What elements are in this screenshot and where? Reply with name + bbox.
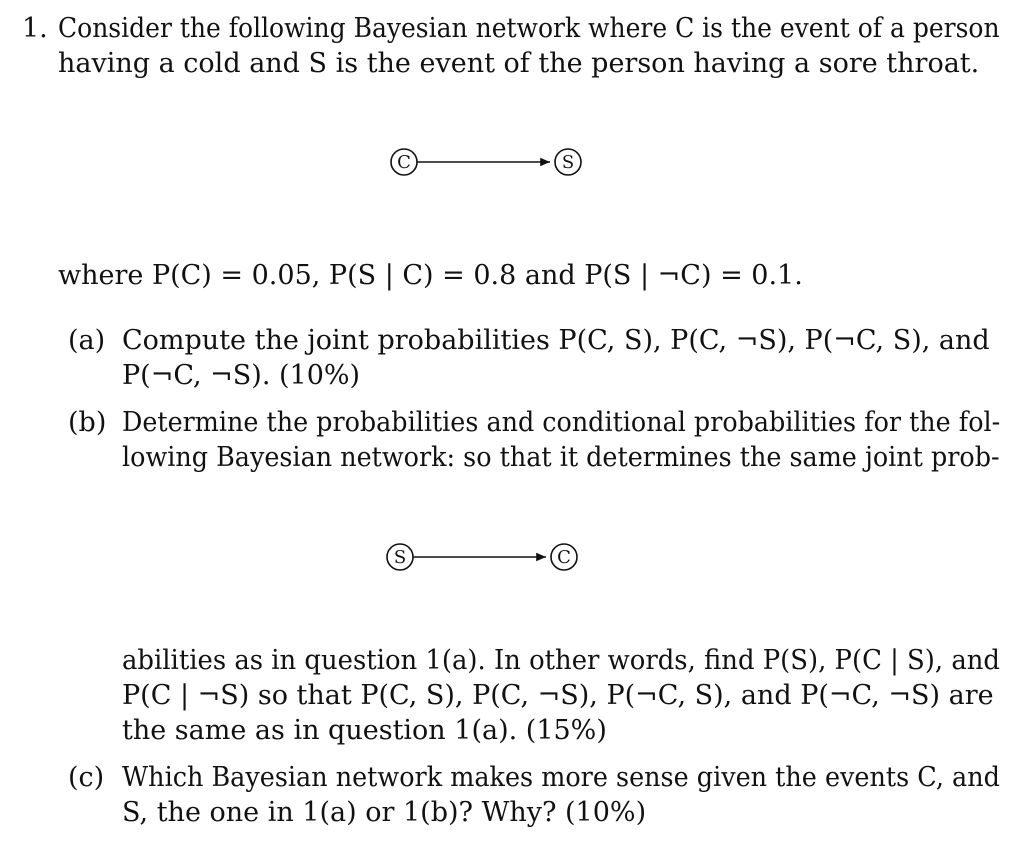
part-b-tag: (b) [68,407,107,438]
part-b-line-2: lowing Bayesian network: so that it determines the same joint prob- [122,442,1000,473]
part-c-tag: (c) [68,762,105,793]
part-c-line-1: Which Bayesian network makes more sense given the events C, and [122,762,1000,793]
given-probabilities: where P(C) = 0.05, P(S | C) = 0.8 and P(S | ¬C) = 0.1. [58,260,803,291]
part-a-line-2: P(¬C, ¬S). (10%) [122,360,361,391]
part-b-line-1: Determine the probabilities and conditional probabilities for the fol- [122,407,1001,438]
part-b-line-4: P(C | ¬S) so that P(C, S), P(C, ¬S), P(¬C, S), and P(¬C, ¬S) are [122,680,994,711]
problem-number: 1. [22,13,48,44]
intro-line-2: having a cold and S is the event of the person having a sore throat. [58,48,980,79]
bayes-network-c-to-s [370,140,600,186]
node-s-label: S [393,547,407,568]
part-a-tag: (a) [68,325,106,356]
part-b-line-3: abilities as in question 1(a). In other words, find P(S), P(C | S), and [122,645,1000,676]
bayes-network-s-to-c [372,535,602,581]
part-b-line-5: the same as in question 1(a). (15%) [122,715,607,746]
node-c-label: C [397,152,411,173]
node-c-label: C [557,547,571,568]
part-c-line-2: S, the one in 1(a) or 1(b)? Why? (10%) [122,797,647,828]
part-a-line-1: Compute the joint probabilities P(C, S), P(C, ¬S), P(¬C, S), and [122,325,990,356]
node-s-label: S [561,152,575,173]
intro-line-1: Consider the following Bayesian network where C is the event of a person [58,13,1000,44]
